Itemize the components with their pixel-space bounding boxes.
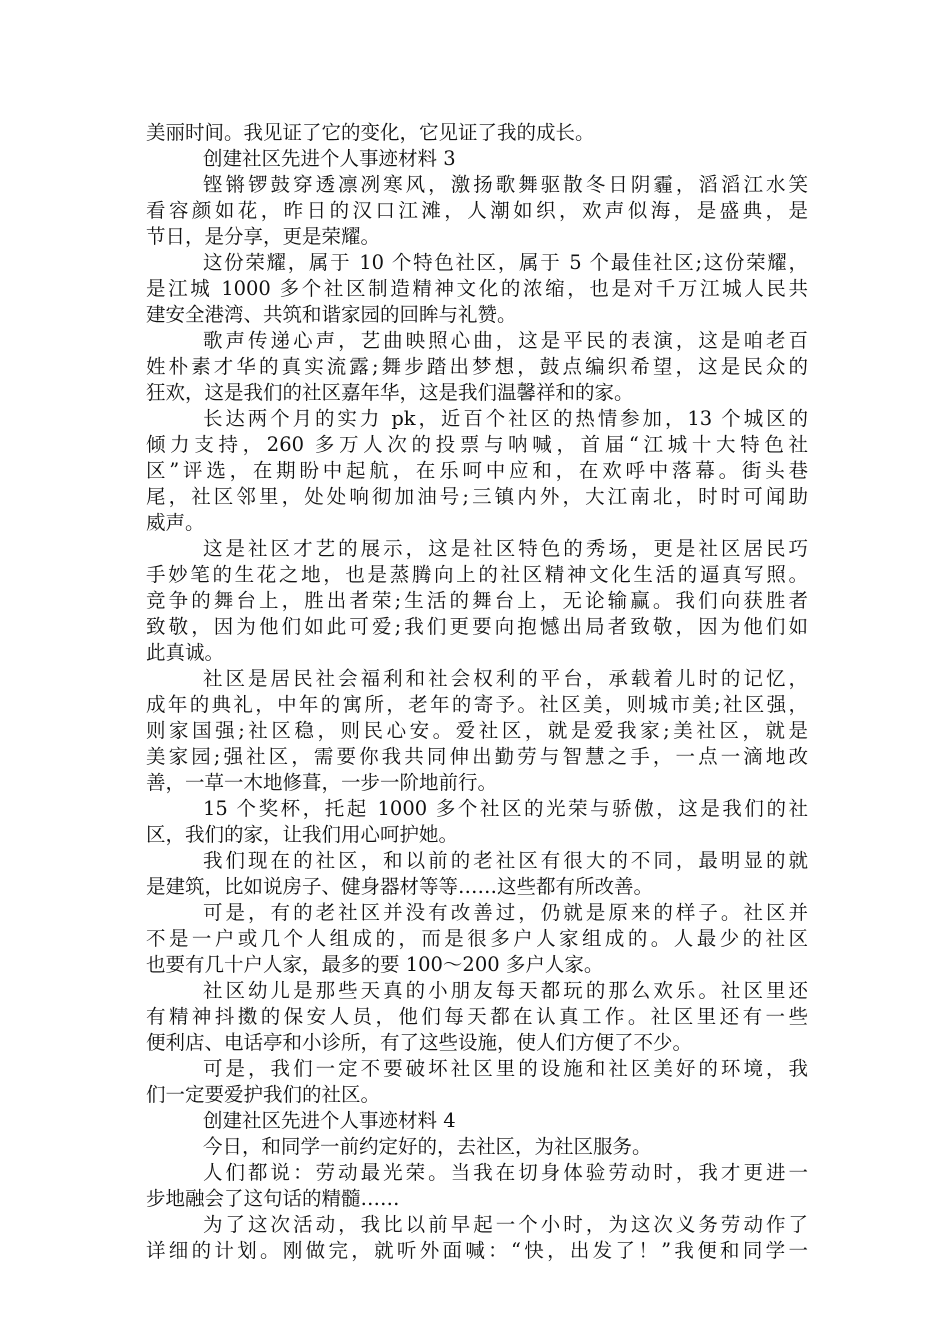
- paragraph-line: 善，一草一木地修葺，一步一阶地前行。: [146, 771, 498, 794]
- paragraph-line: 是江城 1000 多个社区制造精神文化的浓缩，也是对千万江城人民共: [146, 277, 808, 300]
- paragraph-line: 们一定要爱护我们的社区。: [146, 1083, 381, 1106]
- paragraph-first-line: 今日，和同学一前约定好的，去社区，为社区服务。: [203, 1135, 652, 1158]
- paragraph-line: 致敬，因为他们如此可爱;我们更要向抱憾出局者致敬，因为他们如: [146, 615, 808, 638]
- paragraph-first-line: 人们都说：劳动最光荣。当我在切身体验劳动时，我才更进一: [203, 1161, 808, 1184]
- paragraph-line: 便利店、电话亭和小诊所，有了这些设施，使人们方便了不少。: [146, 1031, 693, 1054]
- paragraph-line: 步地融会了这句话的精髓……: [146, 1187, 400, 1210]
- paragraph-line: 尾，社区邻里，处处响彻加油号;三镇内外，大江南北，时时可闻助: [146, 485, 808, 508]
- paragraph-line: 详细的计划。刚做完，就听外面喊：“快，出发了！”我便和同学一: [146, 1239, 808, 1262]
- paragraph-first-line: 创建社区先进个人事迹材料 4: [203, 1109, 456, 1132]
- paragraph-first-line: 社区幼儿是那些天真的小朋友每天都玩的那么欢乐。社区里还: [203, 979, 808, 1002]
- paragraph-line: 此真诚。: [146, 641, 225, 664]
- paragraph-first-line: 歌声传递心声，艺曲映照心曲，这是平民的表演，这是咱老百: [203, 329, 808, 352]
- paragraph-line: 美丽时间。我见证了它的变化，它见证了我的成长。: [146, 121, 595, 144]
- paragraph-first-line: 我们现在的社区，和以前的老社区有很大的不同，最明显的就: [203, 849, 808, 872]
- paragraph-line: 竞争的舞台上，胜出者荣;生活的舞台上，无论输赢。我们向获胜者: [146, 589, 808, 612]
- paragraph-line: 姓朴素才华的真实流露;舞步踏出梦想，鼓点编织希望，这是民众的: [146, 355, 808, 378]
- document-body: [146, 120, 808, 1264]
- paragraph-line: 区”评选，在期盼中起航，在乐呵中应和，在欢呼中落幕。街头巷: [146, 459, 808, 482]
- paragraph-line: 威声。: [146, 511, 205, 534]
- paragraph-line: 则家国强;社区稳，则民心安。爱社区，就是爱我家;美社区，就是: [146, 719, 808, 742]
- paragraph-first-line: 社区是居民社会福利和社会权利的平台，承载着儿时的记忆，: [203, 667, 808, 690]
- paragraph-first-line: 长达两个月的实力 pk，近百个社区的热情参加，13 个城区的: [203, 407, 808, 430]
- paragraph-line: 区，我们的家，让我们用心呵护她。: [146, 823, 459, 846]
- paragraph-first-line: 15 个奖杯，托起 1000 多个社区的光荣与骄傲，这是我们的社: [203, 797, 808, 820]
- paragraph-first-line: 铿锵锣鼓穿透凛冽寒风，激扬歌舞驱散冬日阴霾，滔滔江水笑: [203, 173, 808, 196]
- paragraph-line: 美家园;强社区，需要你我共同伸出勤劳与智慧之手，一点一滴地改: [146, 745, 808, 768]
- paragraph-line: 节日，是分享，更是荣耀。: [146, 225, 381, 248]
- paragraph-first-line: 可是，我们一定不要破坏社区里的设施和社区美好的环境，我: [203, 1057, 808, 1080]
- paragraph-line: 成年的典礼，中年的寓所，老年的寄予。社区美，则城市美;社区强，: [146, 693, 808, 716]
- paragraph-line: 有精神抖擞的保安人员，他们每天都在认真工作。社区里还有一些: [146, 1005, 808, 1028]
- paragraph-line: 也要有几十户人家，最多的要 100～200 多户人家。: [146, 953, 604, 976]
- paragraph-line: 看容颜如花，昨日的汉口江滩，人潮如织，欢声似海，是盛典，是: [146, 199, 808, 222]
- paragraph-first-line: 创建社区先进个人事迹材料 3: [203, 147, 456, 170]
- paragraph-first-line: 这份荣耀，属于 10 个特色社区，属于 5 个最佳社区;这份荣耀，: [203, 251, 808, 274]
- paragraph-line: 倾力支持，260 多万人次的投票与呐喊，首届“江城十大特色社: [146, 433, 808, 456]
- paragraph-line: 是建筑，比如说房子、健身器材等等……这些都有所改善。: [146, 875, 654, 898]
- paragraph-line: 手妙笔的生花之地，也是蒸腾向上的社区精神文化生活的逼真写照。: [146, 563, 808, 586]
- paragraph-first-line: 可是，有的老社区并没有改善过，仍就是原来的样子。社区并: [203, 901, 808, 924]
- paragraph-first-line: 为了这次活动，我比以前早起一个小时，为这次义务劳动作了: [203, 1213, 808, 1236]
- paragraph-first-line: 这是社区才艺的展示，这是社区特色的秀场，更是社区居民巧: [203, 537, 808, 560]
- paragraph-line: 不是一户或几个人组成的，而是很多户人家组成的。人最少的社区: [146, 927, 808, 950]
- paragraph-line: 狂欢，这是我们的社区嘉年华，这是我们温馨祥和的家。: [146, 381, 634, 404]
- paragraph-line: 建安全港湾、共筑和谐家园的回眸与礼赞。: [146, 303, 517, 326]
